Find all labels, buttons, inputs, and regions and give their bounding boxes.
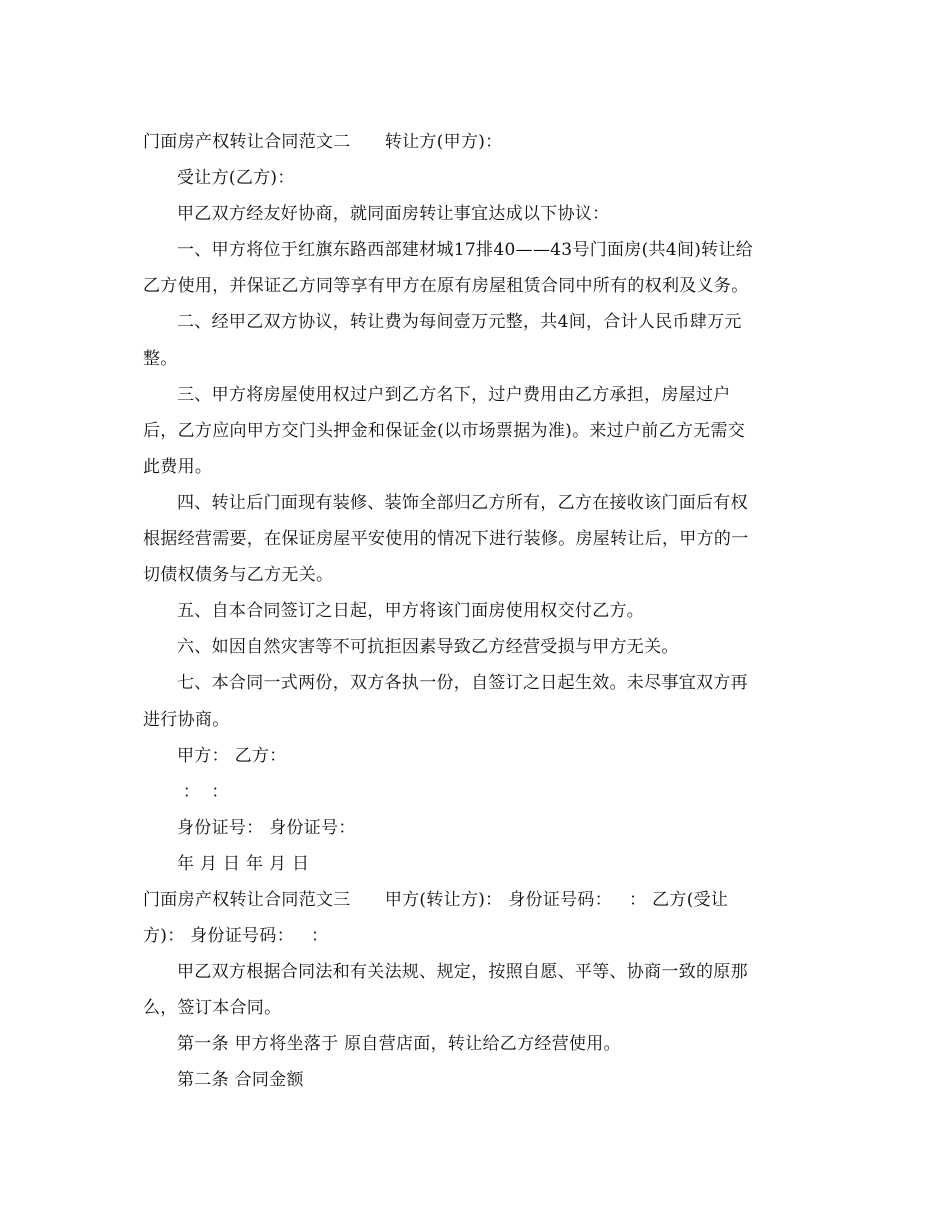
text-line: 门面房产权转让合同范文三 甲方(转让方)： 身份证号码： ： 乙方(受让 — [143, 889, 729, 910]
text-line: 乙方使用，并保证乙方同等享有甲方在原有房屋租赁合同中所有的权利及义务。 — [143, 276, 749, 297]
text-line: 根据经营需要，在保证房屋平安使用的情况下进行装修。房屋转让后，甲方的一 — [143, 529, 749, 550]
text-line: 受让方(乙方)： — [177, 168, 295, 189]
text-line: 身份证号： 身份证号： — [177, 817, 356, 838]
text-line: 整。 — [143, 348, 178, 369]
text-line: 方)： 身份证号码： ： — [143, 926, 329, 947]
text-line: 此费用。 — [143, 456, 213, 477]
text-line: 一、甲方将位于红旗东路西部建材城17排40——43号门面房(共4间)转让给 — [177, 240, 754, 261]
text-line: 进行协商。 — [143, 709, 230, 730]
text-line: 五、自本合同签订之日起，甲方将该门面房使用权交付乙方。 — [177, 601, 645, 622]
text-line: 七、本合同一式两份，双方各执一份，自签订之日起生效。未尽事宜双方再 — [177, 673, 748, 694]
text-line: 甲乙双方根据合同法和有关法规、规定，按照自愿、平等、协商一致的原那 — [177, 962, 748, 983]
text-line: 六、如因自然灾害等不可抗拒因素导致乙方经营受损与甲方无关。 — [177, 637, 679, 658]
text-line: ： ： — [177, 781, 229, 802]
text-line: 三、甲方将房屋使用权过户到乙方名下，过户费用由乙方承担，房屋过户 — [177, 384, 731, 405]
text-line: 么，签订本合同。 — [143, 998, 282, 1019]
text-line: 甲乙双方经友好协商，就同面房转让事宜达成以下协议： — [177, 204, 610, 225]
text-line: 后，乙方应向甲方交门头押金和保证金(以市场票据为准)。来过户前乙方无需交 — [143, 420, 746, 441]
text-line: 第一条 甲方将坐落于 原自营店面，转让给乙方经营使用。 — [177, 1034, 621, 1055]
text-line: 第二条 合同金额 — [177, 1070, 304, 1091]
text-line: 切债权债务与乙方无关。 — [143, 565, 334, 586]
text-line: 甲方： 乙方： — [177, 745, 287, 766]
text-line: 年 月 日 年 月 日 — [177, 853, 310, 874]
text-line: 二、经甲乙双方协议，转让费为每间壹万元整，共4间，合计人民币肆万元 — [177, 312, 742, 333]
document-body — [143, 124, 823, 1099]
text-line: 门面房产权转让合同范文二 转让方(甲方)： — [143, 132, 503, 152]
text-line: 四、转让后门面现有装修、装饰全部归乙方所有，乙方在接收该门面后有权 — [177, 492, 748, 513]
